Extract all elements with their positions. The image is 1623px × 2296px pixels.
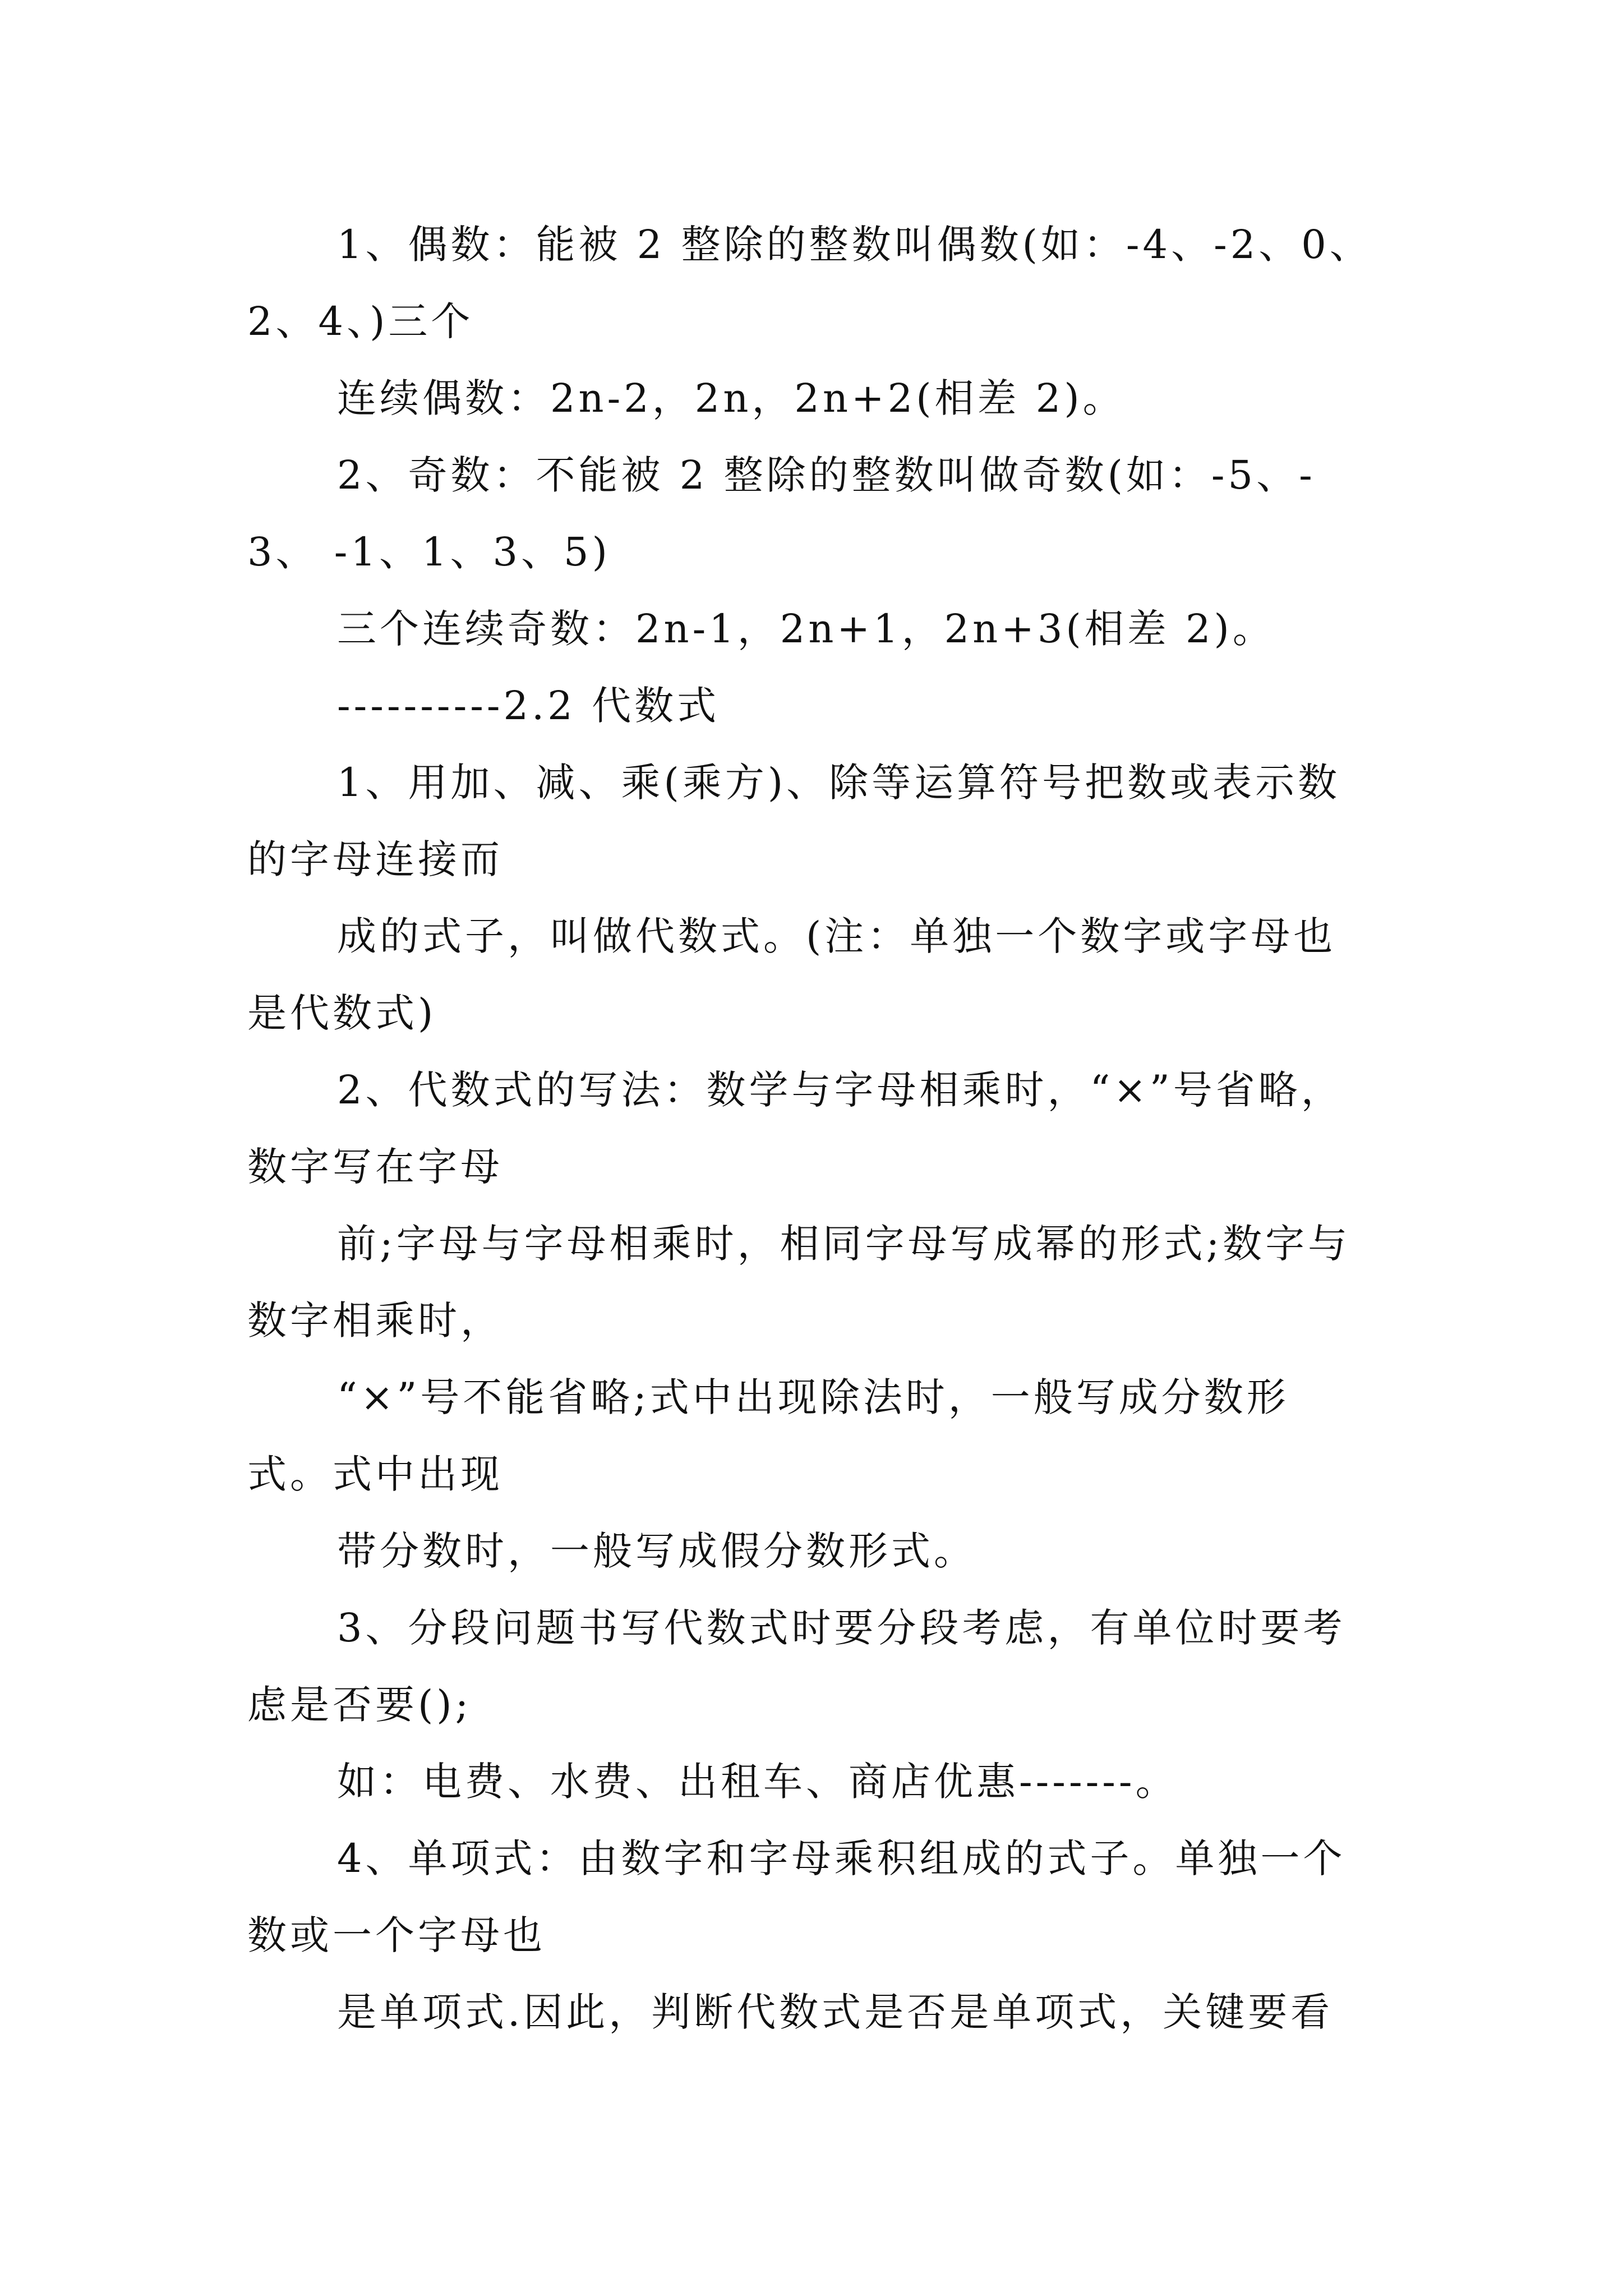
- paragraph-writing-rules-4: 带分数时，一般写成假分数形式。: [337, 1528, 976, 1574]
- paragraph-definition-2: 成的式子，叫做代数式。(注：单独一个数字或字母也 是代数式): [247, 913, 1336, 1036]
- paragraph-writing-rules-2: 前;字母与字母相乘时，相同字母写成幂的形式;数字与 数字相乘时，: [247, 1221, 1351, 1343]
- section-heading-algebraic-expression: ----------2.2 代数式: [337, 683, 720, 729]
- paragraph-monomial-1: 4、单项式：由数字和字母乘积组成的式子。单独一个 数或一个字母也: [247, 1835, 1346, 1958]
- paragraph-odd-numbers: 2、奇数：不能被 2 整除的整数叫做奇数(如：-5、-3、 -1、1、3、5): [247, 452, 1316, 575]
- paragraph-even-numbers: 1、偶数：能被 2 整除的整数叫偶数(如：-4、-2、0、 2、4、)三个: [247, 222, 1372, 344]
- document-body: [247, 206, 1386, 2051]
- paragraph-piecewise: 3、分段问题书写代数式时要分段考虑，有单位时要考 虑是否要();: [247, 1605, 1346, 1728]
- paragraph-examples: 如：电费、水费、出租车、商店优惠-------。: [337, 1759, 1178, 1805]
- paragraph-writing-rules-1: 2、代数式的写法：数学与字母相乘时，“×”号省略， 数字写在字母: [247, 1067, 1344, 1190]
- paragraph-writing-rules-3: “×”号不能省略;式中出现除法时，一般写成分数形 式。式中出现: [247, 1374, 1289, 1497]
- paragraph-consecutive-odd: 三个连续奇数：2n-1，2n+1，2n+3(相差 2)。: [337, 606, 1275, 652]
- paragraph-monomial-2: 是单项式.因此，判断代数式是否是单项式，关键要看: [337, 1989, 1334, 2035]
- paragraph-consecutive-even: 连续偶数：2n-2，2n，2n+2(相差 2)。: [337, 375, 1126, 421]
- paragraph-definition-1: 1、用加、减、乘(乘方)、除等运算符号把数或表示数 的字母连接而: [247, 760, 1341, 882]
